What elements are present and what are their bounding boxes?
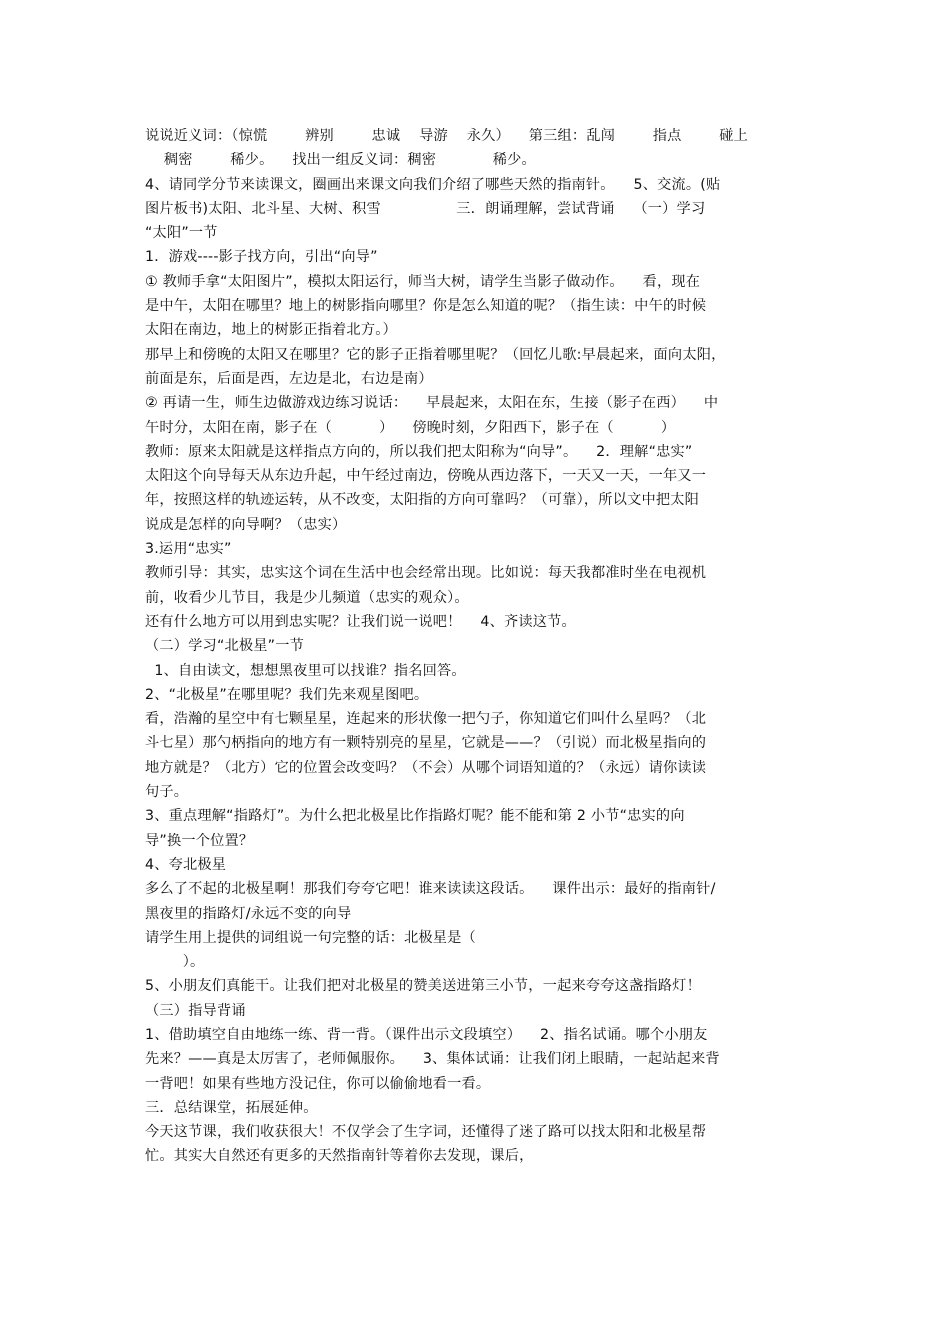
text-line: 请学生用上提供的词组说一句完整的话：北极星是（ [145,929,476,946]
text-line: 图片板书)太阳、北斗星、大树、积雪 三．朗诵理解，尝试背诵 （一）学习 [145,200,706,217]
text-line: 今天这节课，我们收获很大！不仅学会了生字词，还懂得了迷了路可以找太阳和北极星帮 [145,1124,707,1141]
text-line: 还有什么地方可以用到忠实呢？让我们说一说吧！ 4、齐读这节。 [145,613,576,630]
text-line: ② 再请一生，师生边做游戏边练习说话： 早晨起来，太阳在东，生接（影子在西） 中 [145,395,719,412]
document-body [145,124,813,1169]
text-line: 前，收看少儿节目，我是少儿频道（忠实的观众）。 [145,589,469,606]
text-line: 1．游戏----影子找方向，引出“向导” [145,249,378,266]
text-line: 2、“北极星”在哪里呢？我们先来观星图吧。 [145,686,429,703]
text-line: 4、夸北极星 [145,856,227,873]
text-line: 教师：原来太阳就是这样指点方向的，所以我们把太阳称为“向导”。 2．理解“忠实” [145,443,693,460]
text-line: 那早上和傍晚的太阳又在哪里？它的影子正指着哪里呢？（回忆儿歌:早晨起来，面向太阳， [145,346,726,363]
text-line: ）。 [145,954,205,971]
text-line: 句子。 [145,784,189,801]
text-line: （三）指导背诵 [145,1002,246,1019]
text-line: 是中午，太阳在哪里？地上的树影指向哪里？你是怎么知道的呢？（指生读：中午的时候 [145,298,707,315]
text-line: 年，按照这样的轨迹运转，从不改变，太阳指的方向可靠吗？（可靠），所以文中把太阳 [145,492,700,509]
text-line: “太阳”一节 [145,225,218,242]
text-line: 太阳这个向导每天从东边升起，中午经过南边，傍晚从西边落下，一天又一天，一年又一 [145,468,707,485]
text-line: 说成是怎样的向导啊？（忠实） [145,516,347,533]
text-line: 前面是东，后面是西，左边是北，右边是南） [145,370,433,387]
text-line: 太阳在南边，地上的树影正指着北方。） [145,322,397,339]
text-line: 斗七星）那勺柄指向的地方有一颗特别亮的星星，它就是——？（引说）而北极星指向的 [145,735,707,752]
text-line: 三．总结课堂，拓展延伸。 [145,1099,318,1116]
text-line: 先来？——真是太厉害了，老师佩服你。 3、集体试诵：让我们闭上眼睛，一起站起来背 [145,1051,720,1068]
text-line: 地方就是？（北方）它的位置会改变吗？（不会）从哪个词语知道的？（永远）请你读读 [145,759,707,776]
text-line: 3.运用“忠实” [145,541,232,558]
text-line: 稠密 稀少。 找出一组反义词：稠密 稀少。 [145,152,536,169]
text-line: 看，浩瀚的星空中有七颗星星，连起来的形状像一把勺子，你知道它们叫什么星吗？（北 [145,711,707,728]
text-line: 忙。其实大自然还有更多的天然指南针等着你去发现，课后， [145,1148,534,1165]
text-line: 1、自由读文，想想黑夜里可以找谁？指名回答。 [145,662,466,679]
text-line: 3、重点理解“指路灯”。为什么把北极星比作指路灯呢？能不能和第 2 小节“忠实的向 [145,808,685,825]
text-line: 5、小朋友们真能干。让我们把对北极星的赞美送进第三小节，一起来夸夸这盏指路灯！ [145,978,701,995]
text-line: 多么了不起的北极星啊！那我们夸夸它吧！谁来读读这段话。 课件出示：最好的指南针/ [145,881,716,898]
text-line: ① 教师手拿“太阳图片”，模拟太阳运行，师当大树，请学生当影子做动作。 看，现在 [145,273,701,290]
text-line: 教师引导：其实，忠实这个词在生活中也会经常出现。比如说：每天我都准时坐在电视机 [145,565,707,582]
text-line: 黑夜里的指路灯/永远不变的向导 [145,905,352,922]
text-line: 一背吧！如果有些地方没记住，你可以偷偷地看一看。 [145,1075,491,1092]
text-line: 午时分，太阳在南，影子在（ ） 傍晚时刻，夕阳西下，影子在（ ） [145,419,676,436]
text-line: 说说近义词：（惊慌 辨别 忠诚 导游 永久） 第三组：乱闯 指点 碰上 [145,128,748,144]
text-line: 4、请同学分节来读课文，圈画出来课文向我们介绍了哪些天然的指南针。 5、交流。(贴 [145,176,721,193]
text-line: 1、借助填空自由地练一练、背一背。（课件出示文段填空） 2、指名试诵。哪个小朋友 [145,1026,708,1043]
text-line: 导”换一个位置？ [145,832,254,849]
text-line: （二）学习“北极星”一节 [145,638,304,655]
